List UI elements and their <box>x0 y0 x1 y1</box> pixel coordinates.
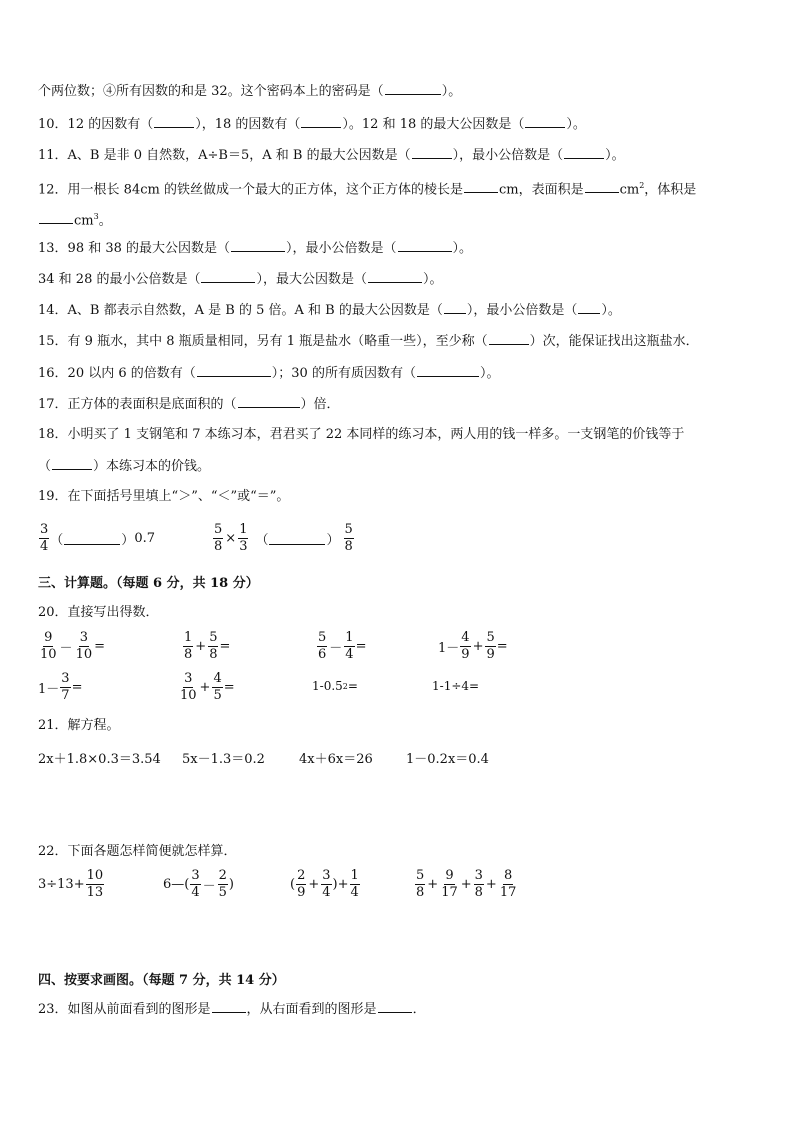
question-12-line2: $cm^3$。 <box>38 208 112 230</box>
answer-blank[interactable] <box>417 364 479 377</box>
equation: 2x＋1.8×0.3＝3.54 <box>38 752 161 767</box>
denominator: 8 <box>184 647 193 662</box>
question-14: 14．A、B 都表示自然数，A 是 B 的 5 倍。A 和 B 的最大公因数是（ ），最小公倍数是（ ）。 <box>38 303 621 318</box>
math-text: （ <box>255 533 269 548</box>
q22-expr-1 <box>38 868 105 901</box>
question-18: 18．小明买了 1 支钢笔和 7 本练习本，君君买了 22 本同样的练习本，两人用的钱一样多。一支钢笔的价钱等于 <box>38 427 685 442</box>
numerator: 5 <box>344 522 353 537</box>
question-13: 13．98 和 38 的最大公因数是（ ），最小公倍数是（ ）。 <box>38 241 473 256</box>
equation: 1－0.2x＝0.4 <box>406 752 489 767</box>
math-text: + <box>427 877 439 892</box>
math-text: － <box>329 641 343 656</box>
fraction <box>213 522 223 555</box>
answer-blank[interactable] <box>52 457 92 470</box>
denominator: 6 <box>318 647 327 662</box>
q20-expr-7 <box>312 679 358 693</box>
question-17: 17．正方体的表面积是底面积的（ ）倍． <box>38 397 340 412</box>
question-16: 16．20 以内 6 的倍数有（ ）；30 的所有质因数有（ ）。 <box>38 366 500 381</box>
question-20: 20．直接写出得数． <box>38 605 159 620</box>
answer-blank[interactable] <box>398 239 452 252</box>
answer-blank[interactable] <box>269 532 325 545</box>
denominator: 8 <box>209 647 218 662</box>
answer-blank[interactable] <box>464 180 498 193</box>
answer-blank[interactable] <box>578 301 600 314</box>
question-13-part2: 34 和 28 的最小公倍数是（ ），最大公因数是（ ）。 <box>38 272 443 287</box>
fraction <box>296 868 306 901</box>
fraction <box>190 868 200 901</box>
answer-blank[interactable] <box>301 115 341 128</box>
fraction <box>208 630 218 663</box>
denominator: 10 <box>180 688 197 703</box>
equation: 4x＋6x＝26 <box>299 752 373 767</box>
answer-blank[interactable] <box>231 239 285 252</box>
question-21: 21．解方程。 <box>38 718 120 733</box>
fraction <box>60 671 70 704</box>
math-text: 1-0.5 <box>312 679 343 693</box>
denominator: 13 <box>86 885 104 900</box>
answer-blank[interactable] <box>154 115 194 128</box>
fraction <box>344 630 354 663</box>
math-text: 1-1÷4= <box>432 679 480 693</box>
math-text: = <box>94 639 106 654</box>
answer-blank[interactable] <box>585 180 619 193</box>
denominator: 8 <box>344 539 353 554</box>
answer-blank[interactable] <box>238 395 300 408</box>
numerator: 5 <box>318 630 327 645</box>
numerator: 1 <box>345 630 354 645</box>
denominator: 10 <box>75 647 93 662</box>
math-text: + <box>460 877 472 892</box>
numerator: 5 <box>486 630 495 645</box>
math-text: ） <box>121 533 135 548</box>
math-text: － <box>59 641 73 656</box>
fraction <box>350 868 360 901</box>
denominator: 4 <box>191 885 200 900</box>
answer-blank[interactable] <box>64 532 120 545</box>
numerator: 5 <box>214 522 223 537</box>
math-text: + <box>472 639 484 654</box>
q19-compare-b <box>212 522 355 555</box>
numerator: 3 <box>322 868 331 883</box>
math-text: 1－ <box>438 641 460 656</box>
question-22: 22．下面各题怎样简便就怎样算． <box>38 844 237 859</box>
answer-blank[interactable] <box>412 146 452 159</box>
fraction <box>321 868 331 901</box>
fraction <box>75 630 94 663</box>
math-text: )+ <box>332 877 349 892</box>
q22-expr-2 <box>163 868 234 901</box>
fraction <box>344 522 354 555</box>
numerator: 2 <box>218 868 227 883</box>
fraction <box>39 630 58 663</box>
math-text: = <box>71 680 83 695</box>
q19-compare-a <box>38 522 155 555</box>
math-text: = <box>496 639 508 654</box>
question-10: 10．12 的因数有（ ），18 的因数有（ ）。12 和 18 的最大公因数是（ ）。 <box>38 117 586 132</box>
denominator: 4 <box>40 539 49 554</box>
math-text: （ <box>50 533 64 548</box>
numerator: 9 <box>44 630 53 645</box>
answer-blank[interactable] <box>212 1000 246 1013</box>
fraction <box>183 630 193 663</box>
q22-expr-3 <box>290 868 361 901</box>
math-text: － <box>202 879 216 894</box>
math-text: ( <box>290 877 296 892</box>
numerator: 4 <box>213 671 222 686</box>
denominator: 7 <box>61 688 70 703</box>
fraction <box>39 522 49 555</box>
math-text: + <box>195 639 207 654</box>
fraction <box>415 868 425 901</box>
fraction <box>485 630 495 663</box>
question-15: 15．有 9 瓶水，其中 8 瓶质量相同，另有 1 瓶是盐水（略重一些），至少称（ ）次，能保证找出这瓶盐水． <box>38 334 699 349</box>
math-text: = <box>219 639 231 654</box>
fraction <box>238 522 248 555</box>
math-text: = <box>347 679 358 693</box>
answer-blank[interactable] <box>385 82 441 95</box>
numerator: 3 <box>79 630 88 645</box>
math-text: = <box>223 680 235 695</box>
numerator: 1 <box>184 630 193 645</box>
q20-expr-6 <box>178 671 235 704</box>
math-text: + <box>199 680 211 695</box>
q20-expr-8 <box>432 679 479 693</box>
denominator: 9 <box>297 885 306 900</box>
math-text: 1－ <box>38 682 60 697</box>
numerator: 3 <box>191 868 200 883</box>
numerator: 9 <box>445 868 454 883</box>
numerator: 1 <box>350 868 359 883</box>
math-text: 0.7 <box>134 531 155 546</box>
fraction <box>317 630 327 663</box>
question-12: 12．用一根长 84cm 的铁丝做成一个最大的正方体，这个正方体的棱长是 cm，表面积是 $cm^2$，体积是 <box>38 181 697 198</box>
denominator: 9 <box>486 647 495 662</box>
fraction <box>460 630 470 663</box>
denominator: 5 <box>218 885 227 900</box>
fraction <box>86 868 105 901</box>
numerator: 5 <box>416 868 425 883</box>
denominator: 17 <box>441 885 458 900</box>
equation: 5x－1.3＝0.2 <box>182 752 265 767</box>
fraction <box>179 671 198 704</box>
section-4-heading: 四、按要求画图。（每题 7 分，共 14 分） <box>38 973 285 988</box>
answer-blank[interactable] <box>201 270 255 283</box>
denominator: 8 <box>474 885 483 900</box>
denominator: 17 <box>499 885 517 900</box>
fraction <box>499 868 518 901</box>
answer-blank[interactable] <box>444 301 466 314</box>
numerator: 3 <box>474 868 483 883</box>
question-9-tail: 个两位数；④所有因数的和是 32。这个密码本上的密码是（ ）。 <box>38 84 462 99</box>
fraction <box>212 671 222 704</box>
q20-expr-2 <box>182 630 230 663</box>
question-18-line2: （ ）本练习本的价钱。 <box>38 459 211 474</box>
q20-expr-1 <box>38 630 105 663</box>
math-text: + <box>308 877 320 892</box>
numerator: 8 <box>503 868 513 883</box>
denominator: 3 <box>239 539 248 554</box>
numerator: 10 <box>86 868 104 883</box>
denominator: 5 <box>213 688 222 703</box>
fraction <box>218 868 228 901</box>
denominator: 4 <box>350 885 359 900</box>
math-text: 2 <box>342 681 348 691</box>
question-11: 11．A、B 是非 0 自然数，A÷B＝5，A 和 B 的最大公因数是（ ），最小公倍数是（ ）。 <box>38 148 625 163</box>
fraction <box>474 868 484 901</box>
fraction <box>440 868 459 901</box>
math-text: = <box>355 639 367 654</box>
math-text: ) <box>228 877 234 892</box>
denominator: 8 <box>416 885 425 900</box>
q20-expr-3 <box>316 630 366 663</box>
math-text: 3÷13+ <box>38 877 85 892</box>
denominator: 8 <box>214 539 223 554</box>
denominator: 4 <box>345 647 354 662</box>
numerator: 2 <box>297 868 306 883</box>
answer-blank[interactable] <box>564 146 604 159</box>
section-3-heading: 三、计算题。（每题 6 分，共 18 分） <box>38 576 259 591</box>
denominator: 9 <box>461 647 470 662</box>
answer-blank[interactable] <box>39 211 73 224</box>
numerator: 3 <box>184 671 193 686</box>
q20-expr-4 <box>438 630 508 663</box>
answer-blank[interactable] <box>378 1000 412 1013</box>
math-text: 6—( <box>163 877 190 892</box>
numerator: 1 <box>239 522 248 537</box>
answer-blank[interactable] <box>489 332 529 345</box>
denominator: 4 <box>322 885 331 900</box>
q22-expr-4 <box>414 868 518 901</box>
numerator: 3 <box>61 671 70 686</box>
answer-blank[interactable] <box>525 115 565 128</box>
question-19: 19．在下面括号里填上“＞”、“＜”或“＝”。 <box>38 489 290 504</box>
question-23: 23．如图从前面看到的图形是 ，从右面看到的图形是 ． <box>38 1002 426 1017</box>
denominator: 10 <box>40 647 57 662</box>
answer-blank[interactable] <box>197 364 271 377</box>
numerator: 4 <box>461 630 470 645</box>
math-text: ） <box>326 533 340 548</box>
q20-expr-5 <box>38 671 82 704</box>
math-text: × <box>225 531 237 546</box>
answer-blank[interactable] <box>368 270 422 283</box>
numerator: 5 <box>209 630 218 645</box>
numerator: 3 <box>40 522 49 537</box>
math-text: + <box>485 877 497 892</box>
